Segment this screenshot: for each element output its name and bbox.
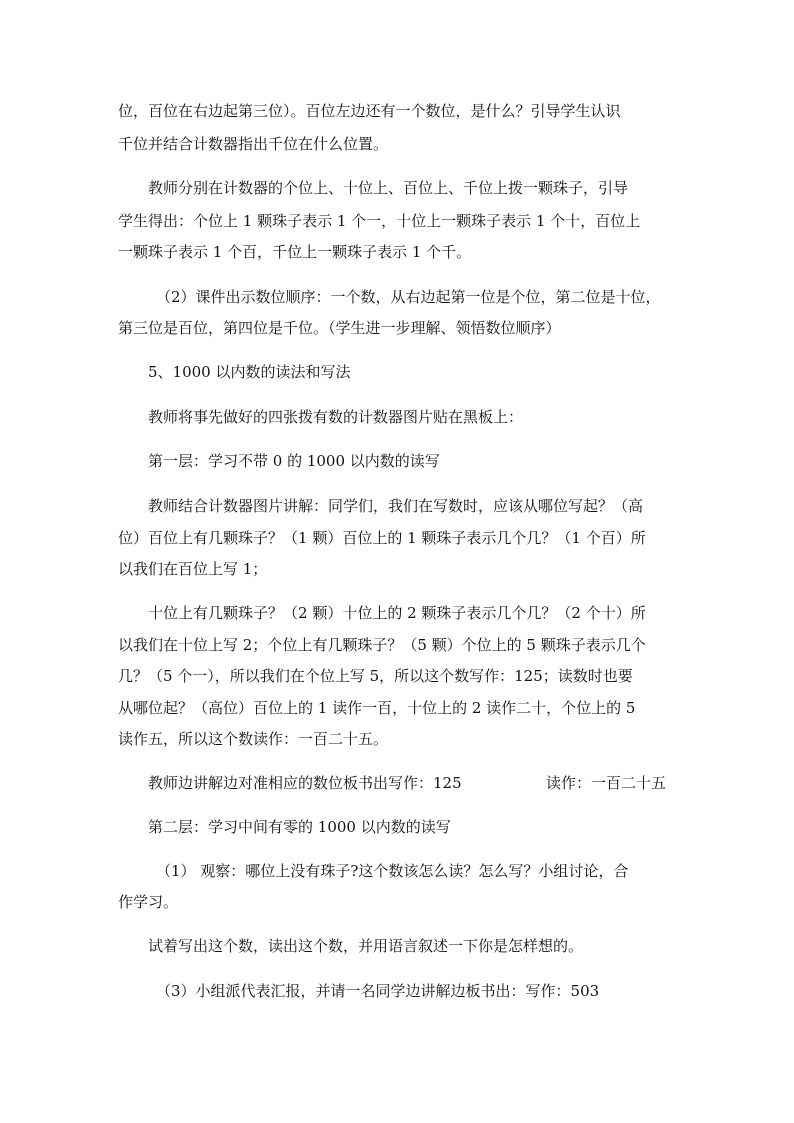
- line-text: 试着写出这个数，读出这个数，并用语言叙述一下你是怎样想的。: [148, 937, 584, 955]
- text-line: [118, 134, 388, 154]
- line-text: 以我们在十位上写 2；个位上有几颗珠子？（5 颗）个位上的 5 颗珠子表示几个: [118, 636, 646, 654]
- text-line: [148, 773, 462, 793]
- text-line: [118, 242, 471, 262]
- line-text: 教师结合计数器图片讲解：同学们，我们在写数时，应该从哪位写起？（高: [148, 497, 644, 515]
- line-text: 学生得出：个位上 1 颗珠子表示 1 个一，十位上一颗珠子表示 1 个十，百位上: [118, 212, 641, 230]
- text-line: [118, 729, 388, 749]
- subsection-heading: [148, 451, 440, 471]
- text-line: [118, 559, 267, 579]
- line-text: 教师分别在计数器的个位上、十位上、百位上、千位上拨一颗珠子，引导: [148, 179, 629, 197]
- text-line: [148, 936, 583, 956]
- line-text: （3）小组派代表汇报，并请一名同学边讲解边板书出：写作：503: [156, 982, 600, 1000]
- line-text: 一颗珠子表示 1 个百，千位上一颗珠子表示 1 个千。: [118, 243, 472, 261]
- text-line: [148, 178, 676, 198]
- text-line: [118, 666, 633, 686]
- line-text-left: 教师边讲解边对准相应的数位板书出写作：125: [148, 774, 462, 792]
- text-line: [148, 407, 523, 427]
- text-line: [118, 892, 178, 912]
- text-line: [156, 287, 661, 307]
- line-text: 第三位是百位，第四位是千位。（学生进一步理解、领悟数位顺序）: [118, 319, 561, 337]
- section-heading: [148, 362, 351, 382]
- text-line: [118, 211, 676, 231]
- line-text: 位，百位在右边起第三位）。百位左边还有一个数位，是什么？引导学生认识: [118, 102, 621, 120]
- line-text: 十位上有几颗珠子？（2 颗）十位上的 2 颗珠子表示几个几？（2 个十）所: [148, 604, 646, 622]
- line-text: 作学习。: [118, 893, 179, 911]
- line-text: 以我们在百位上写 1；: [118, 560, 268, 578]
- text-line: [148, 603, 646, 623]
- text-line: [156, 981, 599, 1001]
- text-line: [118, 318, 561, 338]
- line-text-right: 读作：一百二十五: [546, 774, 667, 792]
- line-text: （1） 观察：哪位上没有珠子?这个数该怎么读？怎么写？小组讨论，合: [156, 862, 629, 880]
- line-text: 千位并结合计数器指出千位在什么位置。: [118, 135, 389, 153]
- text-line: [148, 496, 643, 516]
- line-text: 从哪位起？（高位）百位上的 1 读作一百，十位上的 2 读作二十，个位上的 5: [118, 699, 636, 717]
- line-text: 5、1000 以内数的读法和写法: [148, 363, 351, 381]
- subsection-heading: [148, 817, 451, 837]
- line-text: 几？（5 个一），所以我们在个位上写 5，所以这个数写作：125；读数时也要: [118, 667, 633, 685]
- text-line: [546, 773, 666, 793]
- text-line: [156, 861, 628, 881]
- text-line: [118, 635, 646, 655]
- text-line: [118, 698, 635, 718]
- line-text: 第一层：学习不带 0 的 1000 以内数的读写: [148, 452, 440, 470]
- line-text: 读作五，所以这个数读作：一百二十五。: [118, 730, 389, 748]
- line-text: 第二层：学习中间有零的 1000 以内数的读写: [148, 818, 451, 836]
- text-line: [118, 528, 646, 548]
- line-text: 位）百位上有几颗珠子？（1 颗）百位上的 1 颗珠子表示几个几？（1 个百）所: [118, 529, 646, 547]
- text-line: [118, 101, 676, 121]
- line-text: （2）课件出示数位顺序：一个数，从右边起第一位是个位，第二位是十位，: [156, 288, 661, 306]
- line-text: 教师将事先做好的四张拨有数的计数器图片贴在黑板上：: [148, 408, 524, 426]
